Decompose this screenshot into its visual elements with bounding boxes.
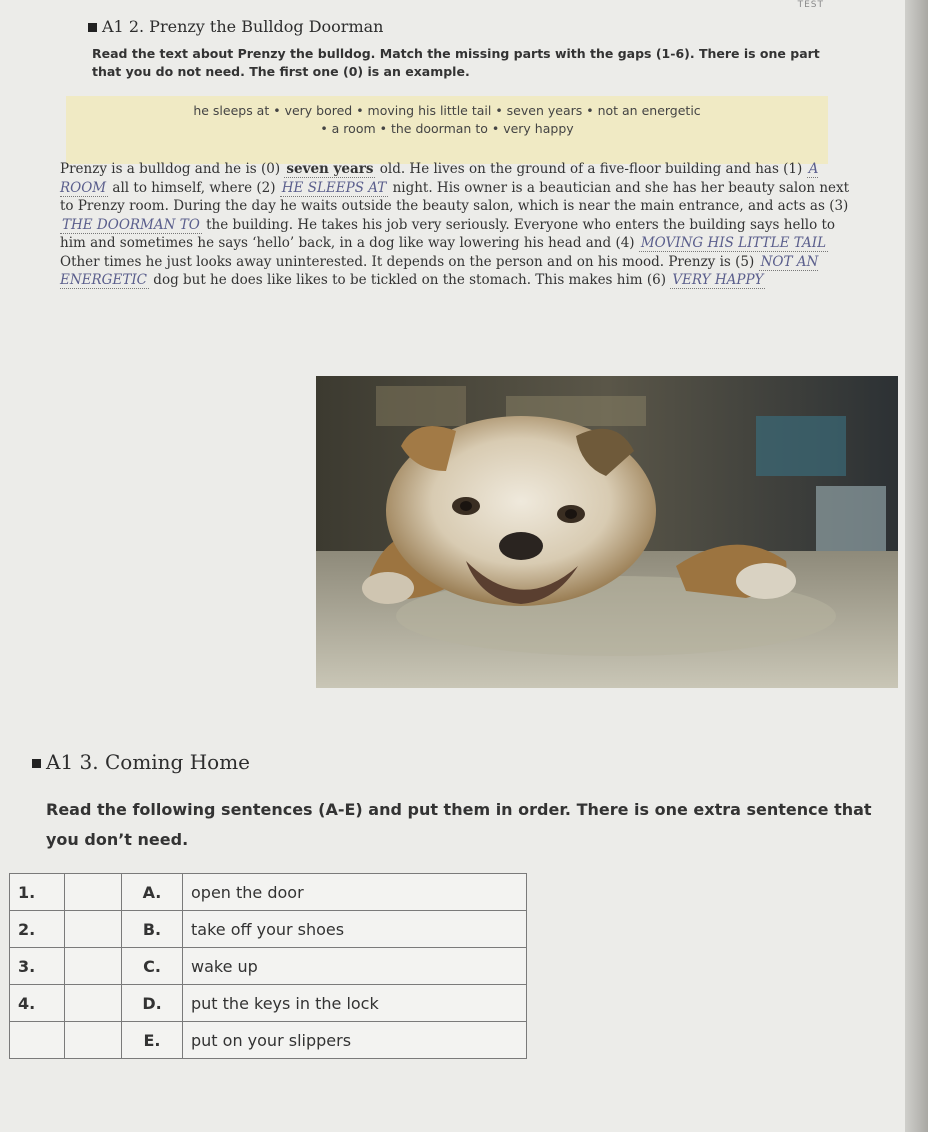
ordering-table <box>9 873 527 1059</box>
row-number: 1. <box>10 874 65 911</box>
sentence-text: wake up <box>183 948 527 985</box>
exercise-2-title: A1 2. Prenzy the Bulldog Doorman <box>88 17 383 36</box>
exercise-3-title: A1 3. Coming Home <box>32 750 250 774</box>
gap-5[interactable]: NOT AN ENERGETIC <box>60 253 819 288</box>
bullet-square-icon <box>88 23 97 32</box>
gap-4[interactable]: MOVING HIS LITTLE TAIL <box>640 235 827 251</box>
row-number: 4. <box>10 985 65 1022</box>
sentence-letter: A. <box>122 874 183 911</box>
answer-cell[interactable] <box>65 948 122 985</box>
gap-2[interactable]: HE SLEEPS AT <box>281 179 387 196</box>
answer-cell[interactable] <box>65 911 122 948</box>
sentence-text: put the keys in the lock <box>183 985 527 1022</box>
answer-cell[interactable] <box>65 985 122 1022</box>
book-edge <box>905 0 928 1132</box>
table-row <box>10 911 527 948</box>
word-bank-line-2: • a room • the doorman to • very happy <box>320 121 574 136</box>
table-row <box>10 948 527 985</box>
bulldog-photo <box>316 376 898 688</box>
sentence-text: take off your shoes <box>183 911 527 948</box>
gap-6[interactable]: VERY HAPPY <box>672 272 764 288</box>
table-row <box>10 874 527 911</box>
word-bank-line-1: he sleeps at • very bored • moving his little tail • seven years • not an energetic <box>193 103 701 118</box>
exercise-3-instructions: Read the following sentences (A-E) and put them in order. There is one extra sentence that you don’t need. <box>46 800 872 849</box>
exercise-2-instructions: Read the text about Prenzy the bulldog. Match the missing parts with the gaps (1-6). There is one part that you do not need. The first one (0) is an example. <box>92 46 820 79</box>
word-bank <box>66 96 828 164</box>
answer-cell[interactable] <box>65 874 122 911</box>
table-row <box>10 1022 527 1059</box>
bullet-square-icon <box>32 759 41 768</box>
gap-3[interactable]: THE DOORMAN TO <box>62 216 200 233</box>
sentence-text: open the door <box>183 874 527 911</box>
gap-0-example: seven years <box>286 161 374 177</box>
table-row <box>10 985 527 1022</box>
sentence-letter: D. <box>122 985 183 1022</box>
sentence-letter: E. <box>122 1022 183 1059</box>
row-number: 3. <box>10 948 65 985</box>
test-label: TEST <box>797 0 824 10</box>
answer-cell[interactable] <box>65 1022 122 1059</box>
gap-1[interactable]: A ROOM <box>60 161 819 196</box>
reading-passage: Prenzy is a bulldog and he is (0) seven years old. He lives on the ground of a five-floor building and has (1) A ROOM all to himself, where (2) HE SLEEPS AT night. His owner is a beautician and she has her beauty salon next to Prenzy room. During the day he waits outside the beauty salon, which is near the main entrance, and acts as (3) THE DOORMAN TO the building. He takes his job very seriously. Everyone who enters the building says hello to him and sometimes he says ‘hello’ back, in a dog like way lowering his head and (4) MOVING HIS LITTLE TAIL Other times he just looks away uninterested. It depends on the person and on his mood. Prenzy is (5) NOT AN ENERGETIC dog but he does like likes to be tickled on the stomach. This makes him (6) VERY HAPPY <box>60 161 850 288</box>
sentence-letter: C. <box>122 948 183 985</box>
sentence-text: put on your slippers <box>183 1022 527 1059</box>
row-number: 2. <box>10 911 65 948</box>
row-number <box>10 1022 65 1059</box>
sentence-letter: B. <box>122 911 183 948</box>
